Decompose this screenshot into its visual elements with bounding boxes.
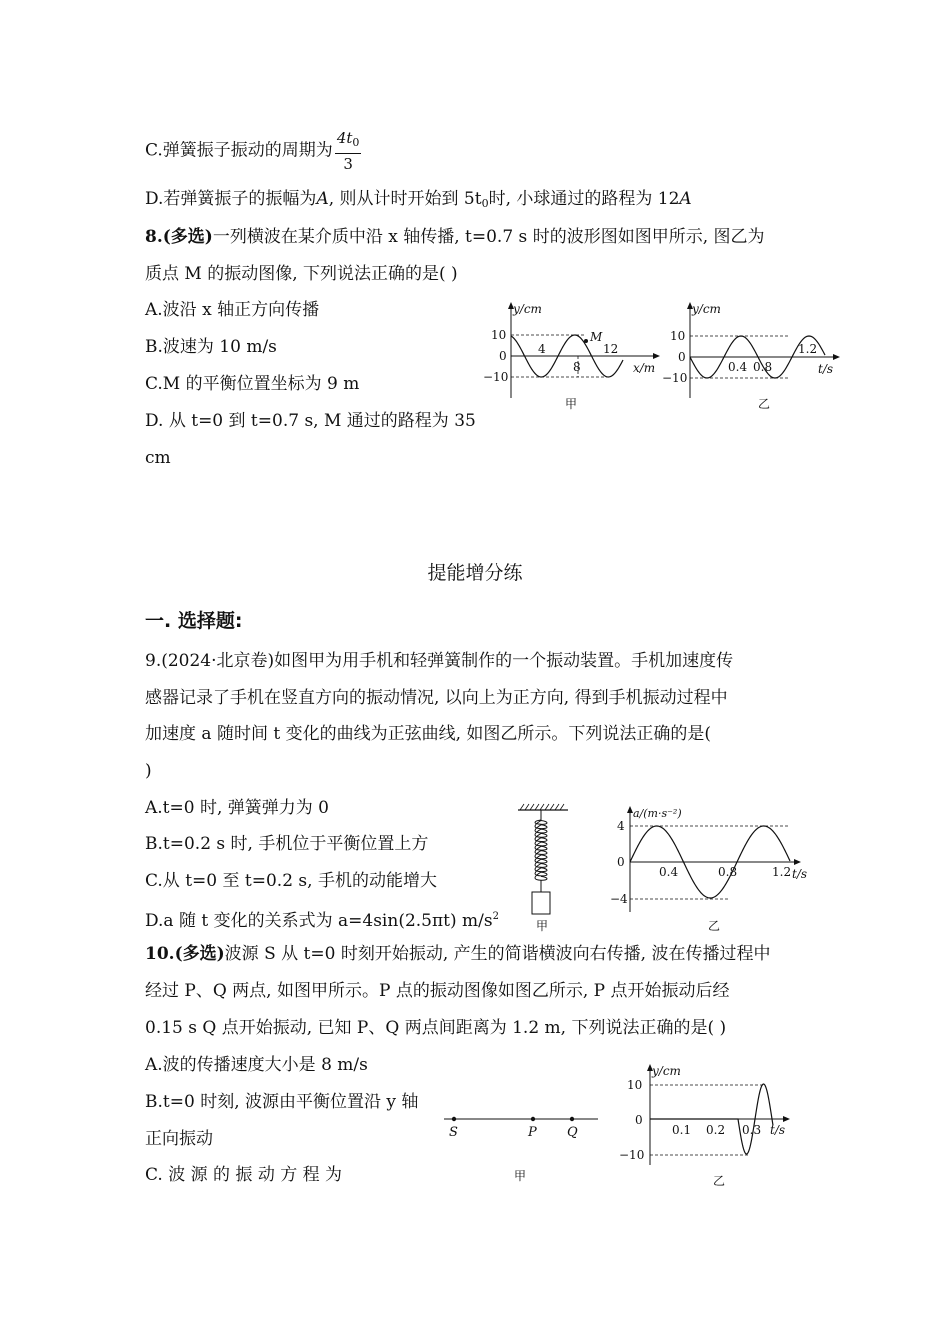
- y-tick-bottom: −10: [662, 371, 688, 385]
- q10-stem-line1: [145, 943, 770, 965]
- x-axis-arrow: [794, 859, 801, 865]
- point-s: [452, 1117, 456, 1121]
- t-tick-0-8: 0.8: [718, 865, 738, 879]
- q8-tag: (多选): [162, 227, 213, 247]
- caption-yi: 乙: [713, 1174, 726, 1188]
- t-label: t/s: [818, 362, 834, 376]
- x-tick-12: 12: [603, 342, 619, 356]
- q10-option-b-line1: B.t=0 时刻, 波源由平衡位置沿 y 轴: [145, 1092, 419, 1112]
- ceiling-hatch: [520, 804, 564, 810]
- t-label: t/s: [792, 867, 808, 881]
- q10-vibration-graph: [615, 1060, 805, 1190]
- q10-option-b-line2: 正向振动: [145, 1129, 213, 1149]
- t-tick-0-4: 0.4: [659, 865, 679, 879]
- spring-coil: [535, 820, 547, 880]
- q10-stem1: 波源 S 从 t=0 时刻开始振动, 产生的简谐横波向右传播, 波在传播过程中: [224, 944, 771, 964]
- y-tick-zero: 0: [678, 350, 686, 364]
- label-s: S: [449, 1125, 458, 1140]
- q9-stem-line3: 加速度 a 随时间 t 变化的曲线为正弦曲线, 如图乙所示。下列说法正确的是(: [145, 724, 712, 744]
- y-label: a/(m·s⁻²): [633, 807, 682, 820]
- y-tick-top: 4: [617, 819, 625, 833]
- y-tick-bottom: −10: [619, 1148, 645, 1162]
- x-label: x/m: [633, 361, 656, 375]
- q10-stem-line3: 0.15 s Q 点开始振动, 已知 P、Q 两点间距离为 1.2 m, 下列说法正确的是( ): [145, 1018, 727, 1038]
- q9-stem-line1: 9.(2024·北京卷)如图甲为用手机和轻弹簧制作的一个振动装置。手机加速度传: [145, 651, 734, 671]
- x-axis-arrow: [653, 353, 660, 359]
- q9-option-d-text: D.a 随 t 变化的关系式为 a=4sin(2.5πt) m/s: [145, 911, 493, 931]
- y-tick-zero: 0: [617, 855, 625, 869]
- caption-yi: 乙: [708, 919, 721, 933]
- y-label: y/cm: [513, 302, 542, 316]
- t-tick-1-2: 1.2: [772, 865, 792, 879]
- q9-option-d-sup: 2: [492, 911, 499, 922]
- q7-option-d-part2: , 则从计时开始到 5t: [328, 189, 482, 209]
- p-vibration-curve: [650, 1084, 773, 1154]
- t-tick-0-2: 0.2: [706, 1123, 726, 1137]
- q9-spring-diagram: [512, 800, 572, 935]
- q7-option-c: [145, 128, 361, 174]
- x-axis-arrow: [833, 354, 840, 360]
- y-tick-top: 10: [491, 328, 507, 342]
- caption-jia: 甲: [536, 919, 549, 933]
- point-m: [584, 339, 588, 343]
- fraction-denominator: 3: [343, 155, 353, 173]
- point-q: [570, 1117, 574, 1121]
- q8-stem-line1: [145, 226, 765, 248]
- q10-option-c: C. 波 源 的 振 动 方 程 为: [145, 1165, 343, 1185]
- q10-option-a: A.波的传播速度大小是 8 m/s: [145, 1055, 368, 1075]
- caption-yi: 乙: [758, 397, 771, 411]
- y-tick-top: 10: [627, 1078, 643, 1092]
- q8-stem-line2: 质点 M 的振动图像, 下列说法正确的是( ): [145, 264, 458, 284]
- amplitude-symbol: A: [316, 189, 329, 209]
- q9-option-c: C.从 t=0 至 t=0.2 s, 手机的动能增大: [145, 871, 437, 891]
- caption-jia: 甲: [565, 397, 578, 411]
- q8-option-a: A.波沿 x 轴正方向传播: [145, 300, 320, 320]
- t-label: t/s: [770, 1123, 786, 1137]
- y-tick-bottom: −4: [610, 892, 628, 906]
- x-tick-4: 4: [538, 342, 546, 356]
- q7-option-d-part3: 时, 小球通过的路程为 12: [488, 189, 680, 209]
- q7-option-d-part1: D.若弹簧振子的振幅为: [145, 189, 317, 209]
- y-tick-bottom: −10: [483, 370, 509, 384]
- point-p: [531, 1117, 535, 1121]
- section-heading: 一. 选择题:: [145, 610, 243, 632]
- q8-option-b: B.波速为 10 m/s: [145, 337, 277, 357]
- q9-option-a: A.t=0 时, 弹簧弹力为 0: [145, 798, 330, 818]
- q10-stem-line2: 经过 P、Q 两点, 如图甲所示。P 点的振动图像如图乙所示, P 点开始振动后经: [145, 981, 730, 1001]
- t0-sub: 0: [481, 197, 489, 210]
- q9-option-b: B.t=0.2 s 时, 手机位于平衡位置上方: [145, 834, 429, 854]
- t-tick-1-2: 1.2: [798, 342, 818, 356]
- label-p: P: [528, 1125, 537, 1140]
- caption-jia: 甲: [514, 1169, 527, 1183]
- y-label: y/cm: [692, 302, 721, 316]
- section-title: 提能增分练: [427, 562, 523, 584]
- q8-option-d-line1: D. 从 t=0 到 t=0.7 s, M 通过的路程为 35: [145, 411, 476, 431]
- q8-number: 8.: [145, 227, 163, 247]
- y-tick-zero: 0: [635, 1113, 643, 1127]
- q9-option-d: [145, 906, 499, 932]
- x-axis-arrow: [783, 1116, 790, 1122]
- q7-option-d: [145, 188, 692, 215]
- q9-stem-line4: ): [145, 761, 152, 781]
- t-tick-0-1: 0.1: [672, 1123, 692, 1137]
- q9-acceleration-graph: [600, 800, 820, 935]
- fraction-numerator-sub: 0: [352, 136, 360, 149]
- label-q: Q: [567, 1125, 578, 1140]
- q7-period-fraction: [335, 128, 362, 174]
- q8-vibration-graph: [660, 298, 850, 418]
- fraction-numerator: 4t: [336, 129, 353, 147]
- q10-tag: (多选): [174, 944, 225, 964]
- y-tick-top: 10: [670, 329, 686, 343]
- q9-stem-line2: 感器记录了手机在竖直方向的振动情况, 以向上为正方向, 得到手机振动过程中: [145, 688, 728, 708]
- q8-stem1: 一列横波在某介质中沿 x 轴传播, t=0.7 s 时的波形图如图甲所示, 图乙为: [212, 227, 765, 247]
- q8-wave-graph: [475, 298, 665, 418]
- q7-option-c-text: C.弹簧振子振动的周期为: [145, 140, 333, 161]
- phone-block: [532, 892, 550, 914]
- y-tick-zero: 0: [499, 349, 507, 363]
- t-tick-0-4: 0.4: [728, 360, 748, 374]
- y-label: y/cm: [652, 1064, 681, 1078]
- q10-medium-line: [440, 1100, 610, 1190]
- q10-number: 10.: [145, 944, 175, 964]
- q8-option-c: C.M 的平衡位置坐标为 9 m: [145, 374, 360, 394]
- point-m-label: M: [590, 330, 603, 344]
- q8-option-d-line2: cm: [145, 448, 171, 468]
- amplitude-symbol-2: A: [679, 189, 692, 209]
- t-tick-0-3: 0.3: [742, 1123, 762, 1137]
- x-tick-8: 8: [573, 360, 581, 374]
- t-tick-0-8: 0.8: [753, 360, 773, 374]
